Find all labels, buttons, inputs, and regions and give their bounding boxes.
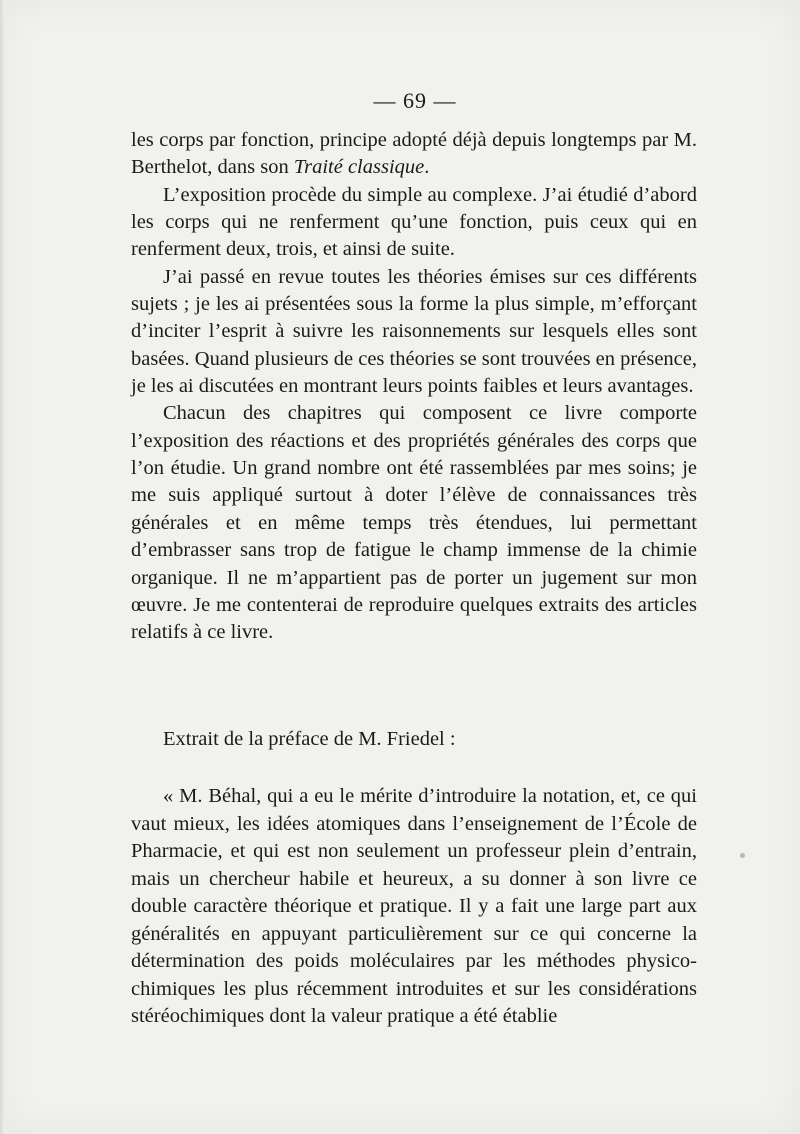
page-number: — 69 — [373, 88, 457, 113]
paragraph: J’ai passé en revue toutes les théories émises sur ces différents sujets ; je les ai présentées sous la forme la plus simple, m’efforçant d’inciter l’esprit à suivre les raisonnements sur lesquels elles sont basées. Quand plusieurs de ces théories se sont trouvées en présence, je les ai discutées en montrant leurs points faibles et leurs avantages. [131, 265, 697, 398]
paragraph-continuation [131, 127, 697, 182]
section-heading: Extrait de la préface de M. Friedel : [163, 728, 456, 750]
paper-speck [740, 853, 745, 858]
paragraph: Chacun des chapitres qui composent ce livre comporte l’exposition des réactions et des propriétés générales des corps que l’on étudie. Un grand nombre ont été rassemblées par mes soins; je me suis appliqué surtout à doter l’élève de connaissances très générales et en même temps très étendues, lui permettant d’embrasser sans trop de fatigue le champ immense de la chimie organique. Il ne m’appartient pas de porter un jugement sur mon œuvre. Je me contenterai de reproduire quelques extraits des articles relatifs à ce livre. [131, 402, 697, 644]
body-text [131, 127, 697, 647]
paragraph-text: les corps par fonction, principe adopté déjà depuis longtemps par M. Berthelot, dans son [131, 129, 697, 179]
quotation-paragraph: « M. Béhal, qui a eu le mérite d’introduire la notation, et, ce qui vaut mieux, les idées atomiques dans l’enseignement de l’École de Pharmacie, et qui est non seulement un professeur plein d’entrain, mais un chercheur habile et heureux, a su donner à son livre ce double caractère théorique et pratique. Il y a fait une large part aux généralités en appuyant particulièrement sur ce qui concerne la détermination des poids moléculaires par les méthodes physico-chimiques les plus récemment introduites et sur les considérations stéréochimiques dont la valeur pratique a été établie [131, 785, 697, 1027]
book-title: Traité classique [293, 156, 425, 179]
page-edge-shadow [0, 0, 6, 1134]
paragraph: L’exposition procède du simple au complexe. J’ai étudié d’abord les corps qui ne renferment qu’une fonction, puis ceux qui en renferment deux, trois, et ainsi de suite. [131, 183, 697, 261]
paragraph-text-end: . [424, 156, 430, 179]
